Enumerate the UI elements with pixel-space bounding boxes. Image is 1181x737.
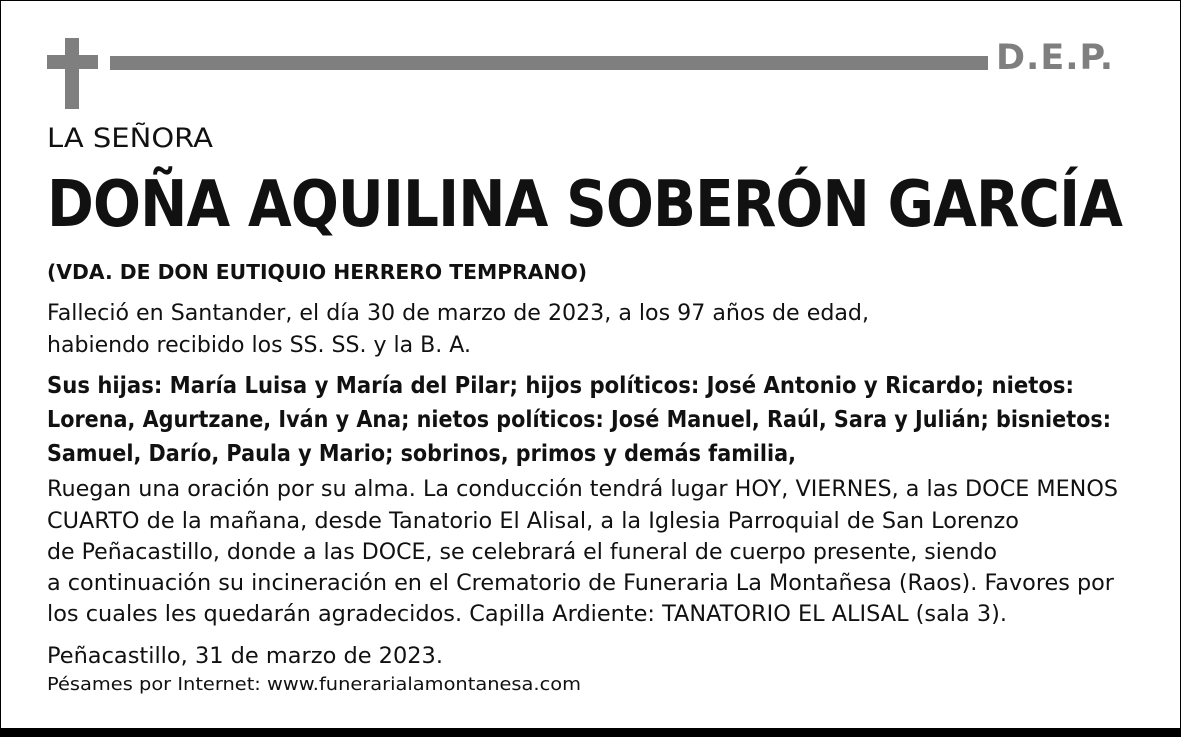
family-line: Lorena, Agurtzane, Iván y Ana; nietos políticos: José Manuel, Raúl, Sara y Julián; bisnietos: <box>47 407 1111 433</box>
request-line: CUARTO de la mañana, desde Tanatorio El Alisal, a la Iglesia Parroquial de San Lorenzo <box>47 509 1019 534</box>
place-date: Peñacastillo, 31 de marzo de 2023. <box>47 644 443 669</box>
header-rule <box>110 56 988 70</box>
web-condolences: Pésames por Internet: www.funerarialamontanesa.com <box>47 674 581 695</box>
notice-title: LA SEÑORA <box>47 123 213 154</box>
cross-icon <box>65 38 79 109</box>
family-line: Samuel, Darío, Paula y Mario; sobrinos, primos y demás familia, <box>47 441 796 467</box>
request-line: de Peñacastillo, donde a las DOCE, se celebrará el funeral de cuerpo presente, siendo <box>47 540 997 565</box>
widow-of: (VDA. DE DON EUTIQUIO HERRERO TEMPRANO) <box>47 260 587 284</box>
deceased-name: DOÑA AQUILINA SOBERÓN GARCÍA <box>47 168 1122 242</box>
dep-label: D.E.P. <box>996 38 1115 78</box>
cross-icon-bar <box>47 55 98 69</box>
request-line: a continuación su incineración en el Crematorio de Funeraria La Montañesa (Raos). Favores por <box>47 571 1114 596</box>
request-line: Ruegan una oración por su alma. La conducción tendrá lugar HOY, VIERNES, a las DOCE MENOS <box>47 477 1118 502</box>
request-line: los cuales les quedarán agradecidos. Capilla Ardiente: TANATORIO EL ALISAL (sala 3). <box>47 602 1007 627</box>
death-line: Falleció en Santander, el día 30 de marzo de 2023, a los 97 años de edad, <box>47 301 869 326</box>
bottom-rule <box>0 728 1181 737</box>
death-line: habiendo recibido los SS. SS. y la B. A. <box>47 333 471 358</box>
family-line: Sus hijas: María Luisa y María del Pilar; hijos políticos: José Antonio y Ricardo; nietos: <box>47 373 1074 399</box>
